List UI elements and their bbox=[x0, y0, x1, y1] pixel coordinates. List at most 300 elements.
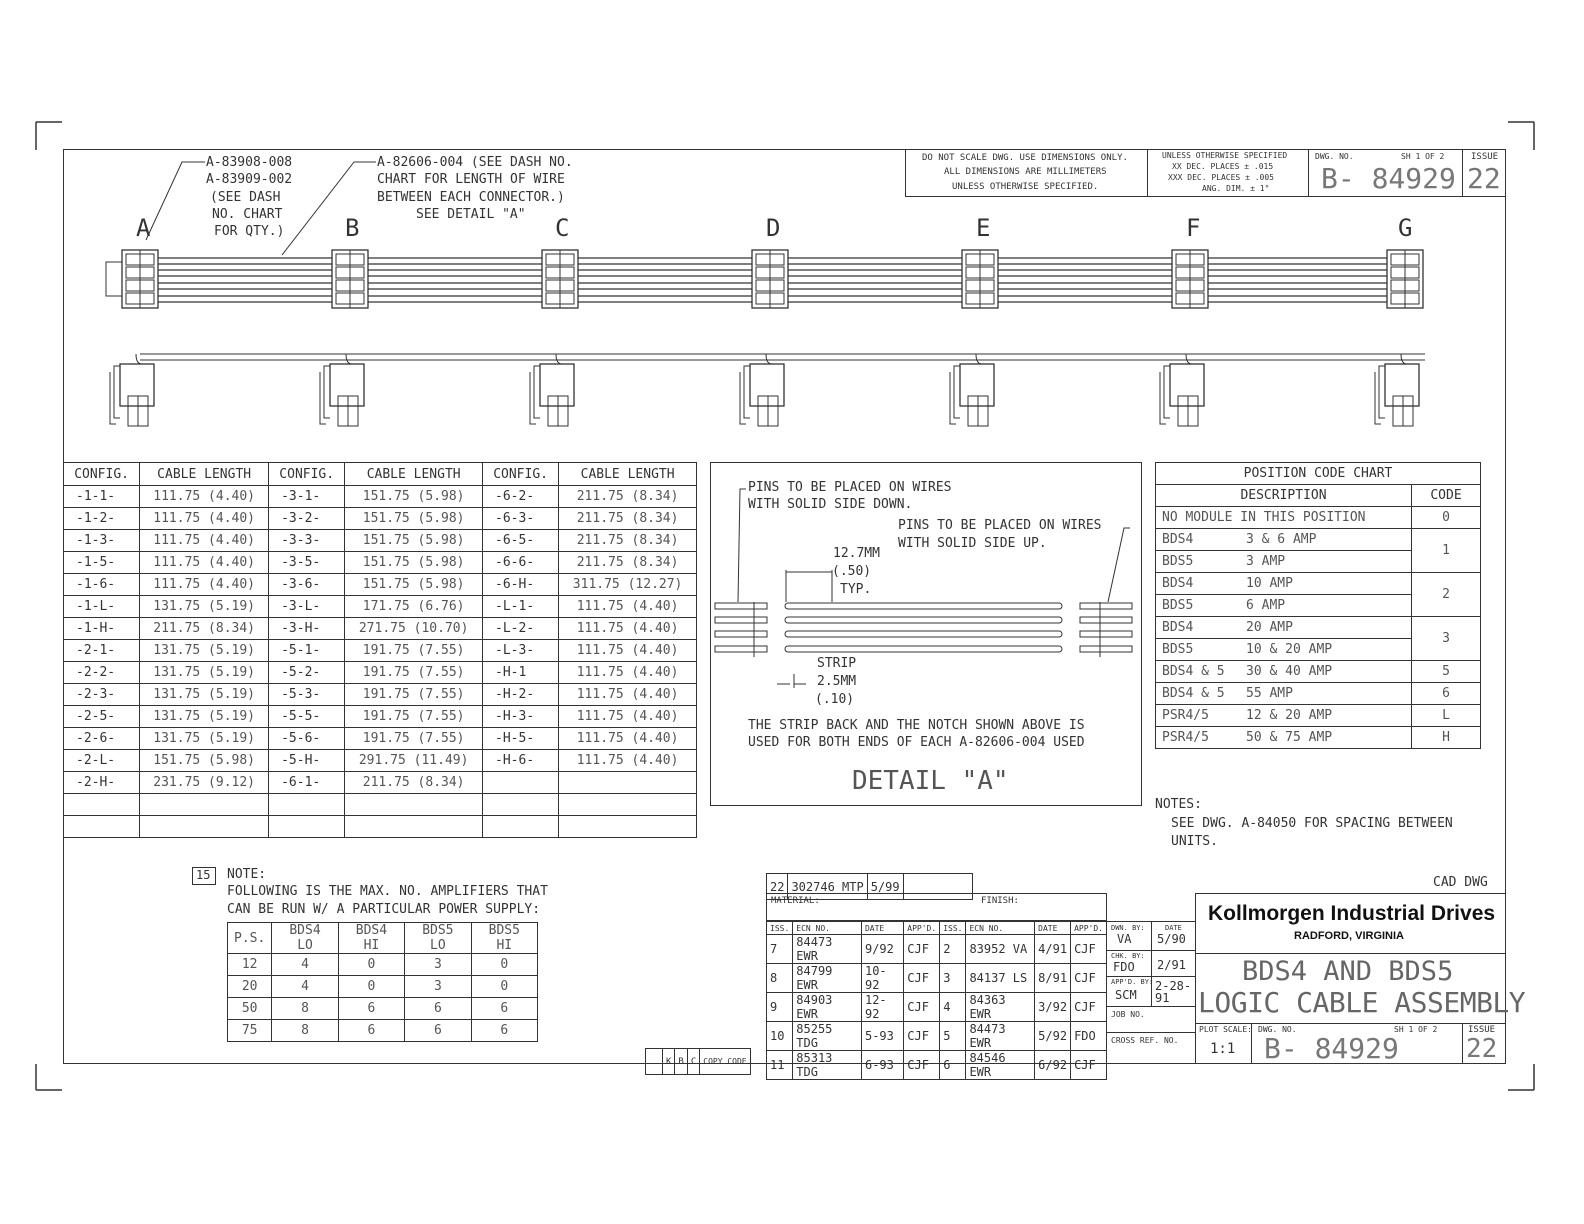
approved-by: CJF bbox=[1071, 1051, 1107, 1080]
config-code: -6-6- bbox=[483, 552, 559, 574]
drawn-date: 5/90 bbox=[1157, 932, 1186, 946]
amp-note-line2: CAN BE RUN W/ A PARTICULAR POWER SUPPLY: bbox=[227, 902, 541, 917]
config-code: -2-5- bbox=[64, 706, 140, 728]
issue-number: 9 bbox=[767, 993, 793, 1022]
company-location: RADFORD, VIRGINIA bbox=[1294, 930, 1404, 942]
config-code: -1-1- bbox=[64, 486, 140, 508]
approved-by: CJF bbox=[1071, 993, 1107, 1022]
config-code: -6-H- bbox=[483, 574, 559, 596]
cable-length: 111.75 (4.40) bbox=[559, 596, 697, 618]
header-dwg-number: B- 84929 bbox=[1321, 162, 1456, 195]
position-code: 3 bbox=[1412, 617, 1481, 661]
revision-header: APP'D. bbox=[1071, 922, 1107, 935]
cable-length: 131.75 (5.19) bbox=[140, 640, 269, 662]
notes-line1: SEE DWG. A-84050 FOR SPACING BETWEEN bbox=[1171, 816, 1453, 831]
copy-code-label: COPY CODE bbox=[700, 1049, 750, 1075]
position-amperage: 10 & 20 AMP bbox=[1240, 639, 1412, 661]
revision-date: 10-92 bbox=[861, 964, 903, 993]
amplifier-count: 3 bbox=[405, 976, 471, 998]
revision-header: ECN NO. bbox=[966, 922, 1035, 935]
approved-by: CJF bbox=[904, 935, 940, 964]
amplifier-count: 6 bbox=[471, 1020, 537, 1042]
position-code: 5 bbox=[1412, 661, 1481, 683]
config-code: -H-6- bbox=[483, 750, 559, 772]
detail-wires bbox=[715, 602, 1132, 657]
plot-scale-label: PLOT SCALE: bbox=[1199, 1025, 1252, 1034]
config-header: CONFIG. bbox=[64, 463, 140, 486]
ecn-number: 83952 VA bbox=[966, 935, 1035, 964]
checked-date: 2/91 bbox=[1157, 958, 1186, 972]
config-code: -2-3- bbox=[64, 684, 140, 706]
cable-length: 151.75 (5.98) bbox=[345, 552, 483, 574]
config-code: -2-1- bbox=[64, 640, 140, 662]
approved-by: FDO bbox=[1071, 1022, 1107, 1051]
cable-length: 111.75 (4.40) bbox=[559, 618, 697, 640]
config-code: -5-H- bbox=[269, 750, 345, 772]
ecn-number: 85255 TDG bbox=[793, 1022, 862, 1051]
issue-number: 3 bbox=[940, 964, 966, 993]
revision-row bbox=[767, 935, 1107, 964]
cad-drawing-label: CAD DWG bbox=[1433, 875, 1488, 890]
amplifier-count: 0 bbox=[471, 954, 537, 976]
config-table bbox=[63, 462, 697, 838]
issue-number: 2 bbox=[940, 935, 966, 964]
cable-length: 131.75 (5.19) bbox=[140, 662, 269, 684]
callout-b-line1: A-82606-004 (SEE DASH NO. bbox=[377, 155, 573, 170]
power-supply-header: P.S. bbox=[228, 923, 272, 954]
config-table-row bbox=[64, 728, 697, 750]
issue-label: ISSUE bbox=[1468, 1025, 1496, 1035]
issue-number: 4 bbox=[940, 993, 966, 1022]
header-note-line1: DO NOT SCALE DWG. USE DIMENSIONS ONLY. bbox=[922, 153, 1128, 163]
power-supply-header: BDS4 LO bbox=[272, 923, 338, 954]
config-code: -3-2- bbox=[269, 508, 345, 530]
revision-date: 5-93 bbox=[861, 1022, 903, 1051]
cable-length bbox=[140, 816, 269, 838]
revision-date: 6/92 bbox=[1035, 1051, 1071, 1080]
ecn-number: 84799 EWR bbox=[793, 964, 862, 993]
amplifier-count: 6 bbox=[338, 1020, 404, 1042]
cable-length: 191.75 (7.55) bbox=[345, 640, 483, 662]
issue-number: 7 bbox=[767, 935, 793, 964]
cable-length bbox=[345, 794, 483, 816]
power-supply-rating: 50 bbox=[228, 998, 272, 1020]
config-table-row bbox=[64, 530, 697, 552]
connector-letter-c: C bbox=[555, 214, 570, 242]
config-code bbox=[483, 794, 559, 816]
config-code: -3-L- bbox=[269, 596, 345, 618]
length-header: CABLE LENGTH bbox=[345, 463, 483, 486]
power-supply-table-body bbox=[228, 954, 538, 1042]
cable-length: 211.75 (8.34) bbox=[559, 486, 697, 508]
cable-length: 191.75 (7.55) bbox=[345, 728, 483, 750]
pins-down-line1: PINS TO BE PLACED ON WIRES bbox=[748, 480, 952, 495]
config-table-row bbox=[64, 772, 697, 794]
config-code: -H-5- bbox=[483, 728, 559, 750]
position-code: 1 bbox=[1412, 529, 1481, 573]
tolerance-line4: ANG. DIM. ± 1° bbox=[1202, 184, 1270, 193]
header-note-line2: ALL DIMENSIONS ARE MILLIMETERS bbox=[944, 167, 1107, 177]
latest-ecn: 302746 MTP bbox=[788, 874, 867, 900]
drawing-number: B- 84929 bbox=[1264, 1032, 1399, 1065]
config-table-row bbox=[64, 618, 697, 640]
callout-a-line4: NO. CHART bbox=[212, 207, 283, 222]
cable-length: 151.75 (5.98) bbox=[140, 750, 269, 772]
cable-length: 111.75 (4.40) bbox=[559, 684, 697, 706]
code-header: CODE bbox=[1412, 485, 1481, 507]
revision-header-row bbox=[767, 922, 1107, 935]
checked-by: FDO bbox=[1113, 960, 1135, 974]
config-code: -L-2- bbox=[483, 618, 559, 640]
cable-length bbox=[140, 794, 269, 816]
config-table-row bbox=[64, 508, 697, 530]
position-amperage: 6 AMP bbox=[1240, 595, 1412, 617]
description-header: DESCRIPTION bbox=[1156, 485, 1412, 507]
cable-length: 151.75 (5.98) bbox=[345, 486, 483, 508]
issue-number: 22 bbox=[1466, 1034, 1498, 1064]
connector-letter-g: G bbox=[1398, 214, 1413, 242]
position-product: BDS4 bbox=[1156, 617, 1241, 639]
cable-length: 111.75 (4.40) bbox=[559, 706, 697, 728]
cable-length: 311.75 (12.27) bbox=[559, 574, 697, 596]
dim-50in: (.50) bbox=[832, 564, 872, 579]
connector-letter-a: A bbox=[136, 214, 151, 242]
plot-scale: 1:1 bbox=[1210, 1041, 1236, 1057]
position-code: 0 bbox=[1412, 507, 1481, 529]
position-chart-row bbox=[1156, 661, 1481, 683]
position-amperage: 3 AMP bbox=[1240, 551, 1412, 573]
revision-date: 5/92 bbox=[1035, 1022, 1071, 1051]
revision-date: 9/92 bbox=[861, 935, 903, 964]
config-code: -1-3- bbox=[64, 530, 140, 552]
config-code: -2-H- bbox=[64, 772, 140, 794]
cable-length: 171.75 (6.76) bbox=[345, 596, 483, 618]
amplifier-count: 6 bbox=[338, 998, 404, 1020]
header-sheet: SH 1 OF 2 bbox=[1401, 152, 1445, 161]
position-chart-row bbox=[1156, 705, 1481, 727]
cable-length: 111.75 (4.40) bbox=[559, 750, 697, 772]
position-code: 2 bbox=[1412, 573, 1481, 617]
config-code: -H-1 bbox=[483, 662, 559, 684]
config-table-row bbox=[64, 596, 697, 618]
amplifier-count: 6 bbox=[405, 998, 471, 1020]
config-code: -2-2- bbox=[64, 662, 140, 684]
config-code: -6-3- bbox=[483, 508, 559, 530]
title-block bbox=[1195, 893, 1526, 1065]
position-amperage: 30 & 40 AMP bbox=[1240, 661, 1412, 683]
connector-letter-e: E bbox=[976, 214, 991, 242]
position-chart-row bbox=[1156, 573, 1481, 595]
issue-number: 5 bbox=[940, 1022, 966, 1051]
approved-date: 2-28-91 bbox=[1155, 979, 1192, 1005]
config-code bbox=[269, 816, 345, 838]
copy-code-b: B bbox=[675, 1049, 687, 1075]
dim-typ: TYP. bbox=[840, 582, 872, 597]
amplifier-count: 8 bbox=[272, 998, 338, 1020]
revision-header: ISS. bbox=[940, 922, 966, 935]
power-supply-table bbox=[227, 922, 538, 1042]
config-code bbox=[483, 772, 559, 794]
material-finish-box bbox=[766, 893, 1107, 921]
position-amperage: 3 & 6 AMP bbox=[1240, 529, 1412, 551]
revision-date: 6-93 bbox=[861, 1051, 903, 1080]
config-code: -5-1- bbox=[269, 640, 345, 662]
amp-note-line1: FOLLOWING IS THE MAX. NO. AMPLIFIERS THAT bbox=[227, 884, 548, 899]
config-code bbox=[64, 816, 140, 838]
position-product: BDS4 & 5 bbox=[1156, 683, 1241, 705]
config-code: -2-L- bbox=[64, 750, 140, 772]
revision-date: 3/92 bbox=[1035, 993, 1071, 1022]
config-code: -H-3- bbox=[483, 706, 559, 728]
cable-length: 131.75 (5.19) bbox=[140, 684, 269, 706]
amplifier-count: 4 bbox=[272, 976, 338, 998]
config-table-row bbox=[64, 684, 697, 706]
config-code: -1-L- bbox=[64, 596, 140, 618]
cable-length: 211.75 (8.34) bbox=[559, 508, 697, 530]
config-code: -1-5- bbox=[64, 552, 140, 574]
power-supply-row bbox=[228, 998, 538, 1020]
detail-footer-line1: THE STRIP BACK AND THE NOTCH SHOWN ABOVE IS bbox=[748, 718, 1085, 733]
ecn-number: 85313 TDG bbox=[793, 1051, 862, 1080]
ecn-number: 84363 EWR bbox=[966, 993, 1035, 1022]
connector-letter-f: F bbox=[1186, 214, 1201, 242]
approved-by: CJF bbox=[1071, 964, 1107, 993]
position-chart-row bbox=[1156, 507, 1481, 529]
detail-a-drawing bbox=[710, 462, 1142, 806]
revision-date: 4/91 bbox=[1035, 935, 1071, 964]
cable-length: 151.75 (5.98) bbox=[345, 530, 483, 552]
cross-ref-label: CROSS REF. NO. bbox=[1111, 1036, 1179, 1045]
config-table-row bbox=[64, 486, 697, 508]
position-product: BDS4 & 5 bbox=[1156, 661, 1241, 683]
config-table-row bbox=[64, 794, 697, 816]
power-supply-rating: 20 bbox=[228, 976, 272, 998]
config-table-row bbox=[64, 640, 697, 662]
position-amperage: 50 & 75 AMP bbox=[1240, 727, 1412, 749]
ecn-number: 84137 LS bbox=[966, 964, 1035, 993]
config-table-row bbox=[64, 750, 697, 772]
header-issue-label: ISSUE bbox=[1471, 152, 1499, 162]
position-chart-title: POSITION CODE CHART bbox=[1156, 463, 1481, 485]
approved-by: CJF bbox=[1071, 935, 1107, 964]
config-code: -1-2- bbox=[64, 508, 140, 530]
revision-header: ISS. bbox=[767, 922, 793, 935]
note-flag: 15 bbox=[196, 868, 211, 882]
config-table-row bbox=[64, 662, 697, 684]
issue-number: 11 bbox=[767, 1051, 793, 1080]
position-code: 6 bbox=[1412, 683, 1481, 705]
cable-length: 191.75 (7.55) bbox=[345, 706, 483, 728]
revision-row bbox=[767, 993, 1107, 1022]
position-amperage: 55 AMP bbox=[1240, 683, 1412, 705]
revision-header: DATE bbox=[861, 922, 903, 935]
copy-code-c: C bbox=[687, 1049, 699, 1075]
cable-length bbox=[559, 816, 697, 838]
copy-code-box bbox=[645, 1048, 751, 1075]
length-header: CABLE LENGTH bbox=[140, 463, 269, 486]
cable-length bbox=[345, 816, 483, 838]
amplifier-count: 6 bbox=[471, 998, 537, 1020]
approved-by: CJF bbox=[904, 993, 940, 1022]
cable-length: 151.75 (5.98) bbox=[345, 508, 483, 530]
amplifier-count: 0 bbox=[471, 976, 537, 998]
amplifier-count: 3 bbox=[405, 954, 471, 976]
config-code: -L-3- bbox=[483, 640, 559, 662]
position-amperage: 10 AMP bbox=[1240, 573, 1412, 595]
approved-by: CJF bbox=[904, 964, 940, 993]
approved-by: SCM bbox=[1115, 988, 1137, 1002]
position-code: H bbox=[1412, 727, 1481, 749]
strip-mm: 2.5MM bbox=[817, 674, 857, 689]
cable-length: 211.75 (8.34) bbox=[140, 618, 269, 640]
cable-length: 111.75 (4.40) bbox=[140, 508, 269, 530]
cable-length: 211.75 (8.34) bbox=[345, 772, 483, 794]
pins-up-line1: PINS TO BE PLACED ON WIRES bbox=[898, 518, 1102, 533]
config-code: -L-1- bbox=[483, 596, 559, 618]
drawn-by: VA bbox=[1117, 932, 1132, 946]
revision-header: ECN NO. bbox=[793, 922, 862, 935]
issue-number: 6 bbox=[940, 1051, 966, 1080]
revision-header: DATE bbox=[1035, 922, 1071, 935]
cable-length: 191.75 (7.55) bbox=[345, 684, 483, 706]
signoff-block bbox=[1106, 921, 1196, 1064]
cable-length: 191.75 (7.55) bbox=[345, 662, 483, 684]
config-code bbox=[269, 794, 345, 816]
position-description: NO MODULE IN THIS POSITION bbox=[1156, 507, 1412, 529]
config-code: -H-2- bbox=[483, 684, 559, 706]
position-product: PSR4/5 bbox=[1156, 727, 1241, 749]
power-supply-header: BDS5 HI bbox=[471, 923, 537, 954]
copy-code-k: K bbox=[663, 1049, 675, 1075]
revision-table bbox=[766, 921, 1107, 1080]
callout-a-line3: (SEE DASH bbox=[210, 190, 281, 205]
config-code: -6-1- bbox=[269, 772, 345, 794]
cable-assembly-drawing bbox=[0, 0, 1584, 460]
position-chart-row bbox=[1156, 617, 1481, 639]
header-issue: 22 bbox=[1467, 162, 1501, 195]
position-chart-row bbox=[1156, 727, 1481, 749]
config-code: -1-H- bbox=[64, 618, 140, 640]
material-label: MATERIAL: bbox=[771, 896, 820, 906]
header-dwg-label: DWG. NO. bbox=[1315, 152, 1354, 161]
detail-a-title: DETAIL "A" bbox=[852, 766, 1009, 796]
cable-length: 111.75 (4.40) bbox=[140, 530, 269, 552]
config-code: -2-6- bbox=[64, 728, 140, 750]
cable-length: 211.75 (8.34) bbox=[559, 530, 697, 552]
checked-by-label: CHK. BY: bbox=[1111, 952, 1145, 960]
amp-note-title: NOTE: bbox=[227, 867, 267, 882]
tolerance-line2: XX DEC. PLACES ± .015 bbox=[1172, 162, 1274, 171]
amplifier-count: 0 bbox=[338, 976, 404, 998]
cable-length: 111.75 (4.40) bbox=[140, 574, 269, 596]
callout-b-line4: SEE DETAIL "A" bbox=[416, 207, 526, 222]
sheet-number: SH 1 OF 2 bbox=[1394, 1025, 1438, 1034]
cable-length: 211.75 (8.34) bbox=[559, 552, 697, 574]
config-code bbox=[64, 794, 140, 816]
tolerance-line1: UNLESS OTHERWISE SPECIFIED bbox=[1162, 151, 1288, 160]
detail-footer-line2: USED FOR BOTH ENDS OF EACH A-82606-004 USED bbox=[748, 735, 1085, 750]
power-supply-header: BDS5 LO bbox=[405, 923, 471, 954]
cable-length: 131.75 (5.19) bbox=[140, 728, 269, 750]
cable-length: 231.75 (9.12) bbox=[140, 772, 269, 794]
cable-length: 111.75 (4.40) bbox=[140, 486, 269, 508]
ecn-number: 84546 EWR bbox=[966, 1051, 1035, 1080]
strip-in: (.10) bbox=[815, 692, 855, 707]
position-amperage: 20 AMP bbox=[1240, 617, 1412, 639]
config-code: -5-6- bbox=[269, 728, 345, 750]
company-name: Kollmorgen Industrial Drives bbox=[1208, 902, 1496, 925]
dwg-no-label: DWG. NO. bbox=[1258, 1025, 1297, 1034]
callout-a-line5: FOR QTY.) bbox=[214, 224, 285, 239]
position-product: BDS4 bbox=[1156, 573, 1241, 595]
callout-a-line1: A-83908-008 bbox=[206, 155, 293, 170]
drawing-title-2: LOGIC CABLE ASSEMBLY bbox=[1198, 986, 1526, 1019]
ecn-number: 84473 EWR bbox=[793, 935, 862, 964]
position-amperage: 12 & 20 AMP bbox=[1240, 705, 1412, 727]
leader-a bbox=[146, 162, 205, 240]
cable-length: 131.75 (5.19) bbox=[140, 596, 269, 618]
cable-length: 111.75 (4.40) bbox=[559, 662, 697, 684]
position-chart-row bbox=[1156, 529, 1481, 551]
pins-down-line2: WITH SOLID SIDE DOWN. bbox=[748, 497, 913, 512]
amplifier-count: 4 bbox=[272, 954, 338, 976]
cable-length: 131.75 (5.19) bbox=[140, 706, 269, 728]
config-code bbox=[483, 816, 559, 838]
revision-table-body bbox=[767, 935, 1107, 1080]
header-note-line3: UNLESS OTHERWISE SPECIFIED. bbox=[952, 182, 1099, 192]
cable-length: 111.75 (4.40) bbox=[559, 640, 697, 662]
approved-by-label: APP'D. BY: bbox=[1111, 978, 1154, 986]
cable-length: 111.75 (4.40) bbox=[559, 728, 697, 750]
config-code: -3-1- bbox=[269, 486, 345, 508]
amplifier-count: 6 bbox=[405, 1020, 471, 1042]
config-code: -6-5- bbox=[483, 530, 559, 552]
position-code-chart bbox=[1155, 462, 1481, 749]
cable-length: 151.75 (5.98) bbox=[345, 574, 483, 596]
leader-b bbox=[282, 162, 376, 255]
power-supply-row bbox=[228, 976, 538, 998]
config-code: -5-5- bbox=[269, 706, 345, 728]
notes-line2: UNITS. bbox=[1171, 834, 1218, 849]
config-code: -3-5- bbox=[269, 552, 345, 574]
position-product: BDS4 bbox=[1156, 529, 1241, 551]
connector-letter-d: D bbox=[766, 214, 781, 242]
ecn-number: 84473 EWR bbox=[966, 1022, 1035, 1051]
config-code: -5-3- bbox=[269, 684, 345, 706]
config-header: CONFIG. bbox=[483, 463, 559, 486]
position-product: PSR4/5 bbox=[1156, 705, 1241, 727]
cable-length bbox=[559, 794, 697, 816]
cable-length: 111.75 (4.40) bbox=[140, 552, 269, 574]
revision-row bbox=[767, 964, 1107, 993]
callout-a-line2: A-83909-002 bbox=[206, 172, 293, 187]
config-code: -3-H- bbox=[269, 618, 345, 640]
config-table-row bbox=[64, 574, 697, 596]
position-product: BDS5 bbox=[1156, 595, 1241, 617]
power-supply-rating: 75 bbox=[228, 1020, 272, 1042]
ecn-number: 84903 EWR bbox=[793, 993, 862, 1022]
revision-date: 8/91 bbox=[1035, 964, 1071, 993]
config-code: -6-2- bbox=[483, 486, 559, 508]
cable-length: 291.75 (11.49) bbox=[345, 750, 483, 772]
strip-label: STRIP bbox=[817, 656, 857, 671]
callout-b-line2: CHART FOR LENGTH OF WIRE bbox=[377, 172, 565, 187]
approved-by: CJF bbox=[904, 1051, 940, 1080]
finish-label: FINISH: bbox=[981, 896, 1019, 906]
revision-header: APP'D. bbox=[904, 922, 940, 935]
latest-date: 5/99 bbox=[867, 874, 903, 900]
pins-up-line2: WITH SOLID SIDE UP. bbox=[898, 536, 1047, 551]
